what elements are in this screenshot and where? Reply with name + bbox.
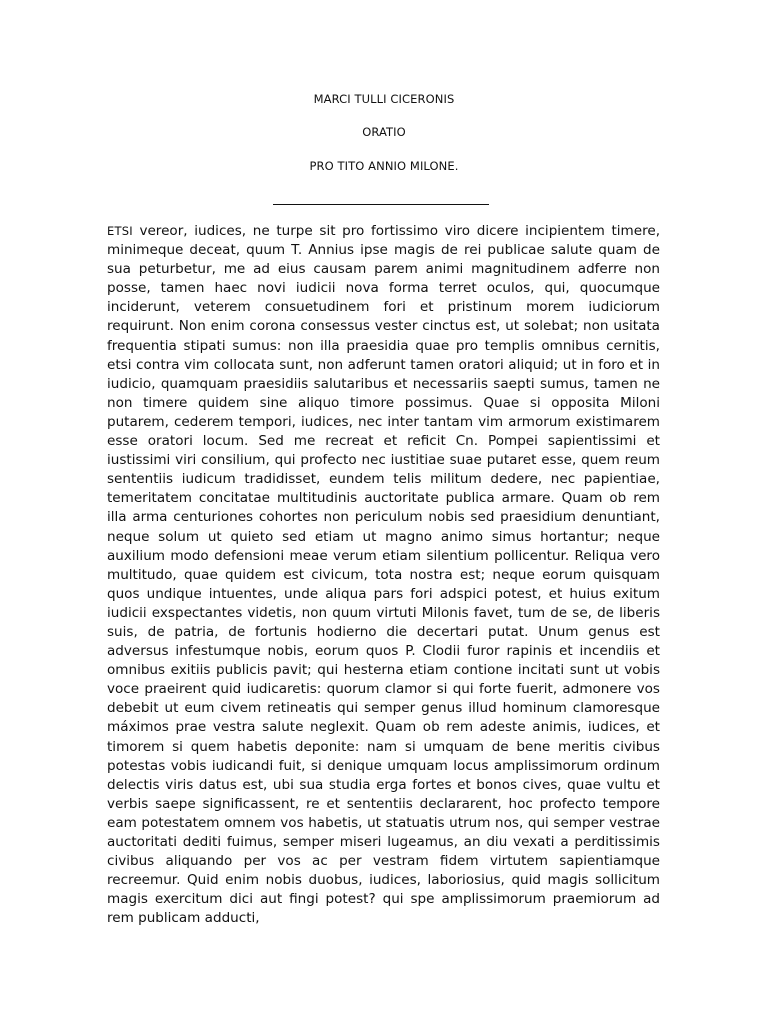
- title-subject: PRO TITO ANNIO MILONE.: [309, 159, 459, 173]
- body-text: vereor, iudices, ne turpe sit pro fortissimo viro dicere incipientem timere, minimeque deceat, quum T. Annius ipse magis de rei publicae salute quam de sua peturbetur, me ad eius causam parem animi magnitudinem adferre non posse, tamen haec novi iudicii nova forma terret oculos, qui, quocumque inciderunt, veterem consuetudinem fori et pristinum morem iudiciorum requirunt. Non enim corona consessus vester cinctus est, ut solebat; non usitata frequentia stipati sumus: non illa praesidia quae pro templis omnibus cernitis, etsi contra vim collocata sunt, non adferunt tamen oratori aliquid; ut in foro et in iudicio, quamquam praesidiis salutaribus et necessariis saepti sumus, tamen ne non timere quidem sine aliquo timore possimus. Quae si opposita Miloni putarem, cederem tempori, iudices, nec inter tantam vim armorum existimarem esse oratori locum. Sed me recreat et reficit Cn. Pompei sapientissimi et iustissimi viri consilium, qui profecto nec iustitiae suae putaret esse, quem reum sententiis iudicum tradidisset, eundem telis militum dedere, nec papientiae, temeritatem concitatae multitudinis auctoritate publica armare. Quam ob rem illa arma centuriones cohortes non periculum nobis sed praesidium denuntiant, neque solum ut quieto sed etiam ut magno animo simus hortantur; neque auxilium modo defensioni meae verum etiam silentium pollicentur. Reliqua vero multitudo, quae quidem est civicum, tota nostra est; neque eorum quisquam quos undique intuentes, unde aliqua pars fori adspici potest, et huius exitum iudicii exspectantes videtis, non quum virtuti Milonis favet, tum de se, de liberis suis, de patria, de fortunis hodierno die decertari putat. Unum genus est adversus infestumque nobis, eorum quos P. Clodii furor rapinis et incendiis et omnibus exitiis publicis pavit; qui hesterna etiam contione incitati sunt ut vobis voce praeirent quid iudicaretis: quorum clamor si qui forte fuerit, admonere vos debebit ut eum civem retineatis qui semper genus illud hominum clamoresque máximos prae vestra salute neglexit. Quam ob rem adeste animis, iudices, et timorem si quem habetis deponite: nam si umquam de bene meritis civibus potestas vobis iudicandi fuit, si denique umquam locus amplissimorum ordinum delectis viris datus est, ubi sua studia erga fortes et bonos cives, quae vultu et verbis saepe significassent, re et sententiis declararent, hoc profecto tempore eam potestatem omnem vos habetis, ut statuatis utrum nos, qui semper vestrae auctoritati dediti fuimus, semper miseri lugeamus, an diu vexati a perditissimis civibus aliquando per vos ac per vestram fidem virtutem sapientiamque recreemur. Quid enim nobis duobus, iudices, laboriosius, quid magis sollicitum magis exercitum dici aut fingi potest? qui spe amplissimorum praemiorum ad rem publicam adducti,: [107, 223, 660, 927]
- title-author: MARCI TULLI CICERONIS: [313, 92, 455, 106]
- title-divider: [273, 204, 489, 205]
- body-paragraph: [107, 222, 660, 928]
- initial-word: ETSI: [107, 224, 133, 238]
- title-oratio: ORATIO: [362, 125, 406, 139]
